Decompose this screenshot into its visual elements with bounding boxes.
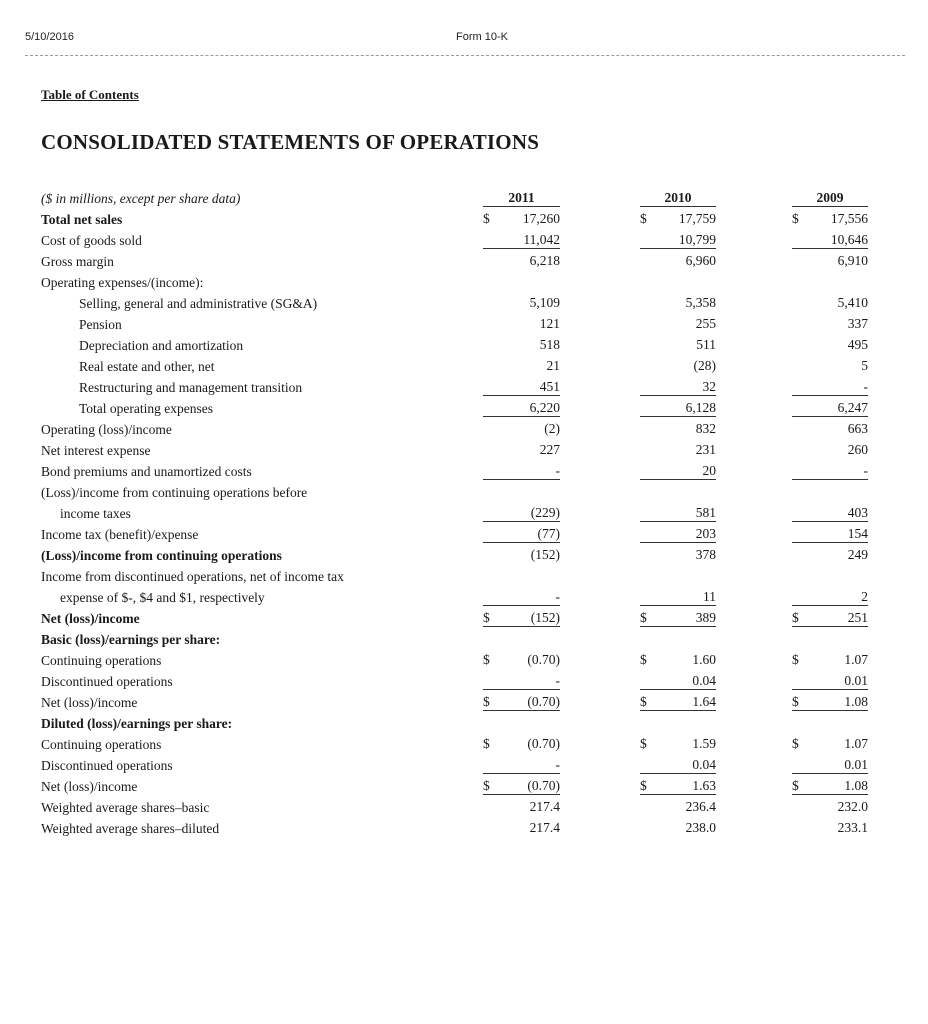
table-row — [0, 440, 928, 461]
table-row — [0, 503, 928, 524]
cell-value: 6,960 — [685, 253, 716, 268]
cell-value: 11,042 — [523, 232, 560, 247]
table-row — [0, 230, 928, 251]
currency-symbol: $ — [483, 778, 490, 793]
table-row — [0, 209, 928, 230]
row-label: Weighted average shares–basic — [41, 800, 210, 815]
value-cell-2010 — [640, 251, 716, 270]
value-cell-2010 — [640, 755, 716, 774]
cell-value: (77) — [537, 526, 560, 541]
value-cell-2011 — [483, 692, 560, 711]
currency-symbol: $ — [792, 211, 799, 226]
row-label: income taxes — [60, 506, 131, 521]
row-label: (Loss)/income from continuing operations before — [41, 485, 308, 500]
value-cell-2009 — [792, 461, 868, 480]
table-row — [0, 797, 928, 818]
cell-value: 0.01 — [844, 757, 868, 772]
cell-value: 6,218 — [529, 253, 560, 268]
row-label: Total net sales — [41, 212, 123, 227]
row-label: Weighted average shares–diluted — [41, 821, 220, 836]
table-row — [0, 587, 928, 608]
cell-value: 5,109 — [529, 295, 560, 310]
cell-value: (0.70) — [527, 652, 560, 667]
value-cell-2009 — [792, 356, 868, 375]
value-cell-2011 — [483, 524, 560, 543]
cell-value: (0.70) — [527, 778, 560, 793]
currency-symbol: $ — [483, 736, 490, 751]
table-row — [0, 461, 928, 482]
value-cell-2010 — [640, 545, 716, 564]
currency-symbol: $ — [640, 652, 647, 667]
cell-value: 260 — [847, 442, 868, 457]
year-header: 2009 — [816, 190, 844, 205]
cell-value: 0.01 — [844, 673, 868, 688]
row-label: Real estate and other, net — [79, 359, 215, 374]
cell-value: 217.4 — [529, 820, 560, 835]
cell-value: 154 — [847, 526, 868, 541]
row-label: Diluted (loss)/earnings per share: — [41, 716, 233, 731]
table-row — [0, 545, 928, 566]
value-cell-2011 — [483, 545, 560, 564]
cell-value: 832 — [695, 421, 716, 436]
table-row — [0, 671, 928, 692]
value-cell-2011 — [483, 503, 560, 522]
value-cell-2010 — [640, 314, 716, 333]
page-header-date: 5/10/2016 — [25, 31, 74, 43]
currency-symbol: $ — [640, 610, 647, 625]
row-label: Net (loss)/income — [41, 695, 138, 710]
table-row — [0, 377, 928, 398]
cell-value: - — [555, 757, 560, 772]
currency-symbol: $ — [792, 652, 799, 667]
cell-value: 1.63 — [692, 778, 716, 793]
cell-value: 21 — [546, 358, 560, 373]
value-cell-2009 — [792, 650, 868, 669]
value-cell-2011 — [483, 734, 560, 753]
row-label: Restructuring and management transition — [79, 380, 303, 395]
value-cell-2010 — [640, 587, 716, 606]
value-cell-2011 — [483, 797, 560, 816]
cell-value: 255 — [695, 316, 716, 331]
value-cell-2010 — [640, 671, 716, 690]
table-row — [0, 482, 928, 503]
cell-value: 5 — [861, 358, 868, 373]
value-cell-2010 — [640, 797, 716, 816]
value-cell-2009 — [792, 377, 868, 396]
cell-value: - — [555, 463, 560, 478]
table-row — [0, 356, 928, 377]
value-cell-2009 — [792, 209, 868, 228]
table-row — [0, 713, 928, 734]
cell-value: 495 — [847, 337, 868, 352]
cell-value: 518 — [539, 337, 560, 352]
value-cell-2009 — [792, 734, 868, 753]
cell-value: 1.59 — [692, 736, 716, 751]
row-label: Total operating expenses — [79, 401, 214, 416]
cell-value: 1.60 — [692, 652, 716, 667]
cell-value: 17,759 — [678, 211, 716, 226]
row-label: Basic (loss)/earnings per share: — [41, 632, 221, 647]
row-label: Continuing operations — [41, 653, 162, 668]
value-cell-2009 — [792, 293, 868, 312]
value-cell-2009 — [792, 755, 868, 774]
cell-value: 238.0 — [685, 820, 716, 835]
value-cell-2009 — [792, 503, 868, 522]
row-label: Income from discontinued operations, net of income tax — [41, 569, 344, 584]
cell-value: 1.08 — [844, 778, 868, 793]
row-label: Cost of goods sold — [41, 233, 142, 248]
cell-value: 251 — [847, 610, 868, 625]
cell-value: 451 — [539, 379, 560, 394]
row-label: Operating expenses/(income): — [41, 275, 204, 290]
value-cell-2010 — [640, 440, 716, 459]
row-label: Depreciation and amortization — [79, 338, 244, 353]
value-cell-2009 — [792, 524, 868, 543]
value-cell-2010 — [640, 818, 716, 837]
value-cell-2010 — [640, 650, 716, 669]
value-cell-2009 — [792, 440, 868, 459]
cell-value: 2 — [861, 589, 868, 604]
row-label: Discontinued operations — [41, 674, 173, 689]
value-cell-2010 — [640, 776, 716, 795]
value-cell-2010 — [640, 188, 716, 207]
value-cell-2010 — [640, 734, 716, 753]
value-cell-2011 — [483, 251, 560, 270]
cell-value: - — [555, 589, 560, 604]
table-row — [0, 524, 928, 545]
value-cell-2010 — [640, 230, 716, 249]
cell-value: 32 — [702, 379, 716, 394]
value-cell-2010 — [640, 335, 716, 354]
cell-value: 6,910 — [837, 253, 868, 268]
value-cell-2011 — [483, 335, 560, 354]
cell-value: 663 — [847, 421, 868, 436]
cell-value: 5,410 — [837, 295, 868, 310]
cell-value: (152) — [530, 547, 560, 562]
currency-symbol: $ — [483, 652, 490, 667]
row-label: (Loss)/income from continuing operations — [41, 548, 282, 563]
table-row — [0, 398, 928, 419]
currency-symbol: $ — [640, 694, 647, 709]
cell-value: (28) — [693, 358, 716, 373]
currency-symbol: $ — [792, 694, 799, 709]
cell-value: (0.70) — [527, 694, 560, 709]
cell-value: 236.4 — [685, 799, 716, 814]
table-row — [0, 272, 928, 293]
page-header-form: Form 10-K — [456, 31, 508, 43]
table-row — [0, 188, 928, 209]
table-row — [0, 335, 928, 356]
cell-value: 121 — [539, 316, 560, 331]
row-label: Income tax (benefit)/expense — [41, 527, 199, 542]
cell-value: 1.08 — [844, 694, 868, 709]
year-header: 2010 — [664, 190, 692, 205]
currency-symbol: $ — [792, 610, 799, 625]
cell-value: (152) — [530, 610, 560, 625]
cell-value: 337 — [847, 316, 868, 331]
row-label: Continuing operations — [41, 737, 162, 752]
row-label: ($ in millions, except per share data) — [41, 191, 241, 206]
table-row — [0, 608, 928, 629]
cell-value: 227 — [539, 442, 560, 457]
currency-symbol: $ — [640, 211, 647, 226]
row-label: expense of $-, $4 and $1, respectively — [60, 590, 265, 605]
cell-value: 6,220 — [529, 400, 560, 415]
value-cell-2010 — [640, 503, 716, 522]
value-cell-2009 — [792, 776, 868, 795]
value-cell-2009 — [792, 692, 868, 711]
table-row — [0, 734, 928, 755]
currency-symbol: $ — [640, 736, 647, 751]
table-row — [0, 629, 928, 650]
cell-value: 10,799 — [678, 232, 716, 247]
row-label: Net (loss)/income — [41, 611, 140, 626]
cell-value: (0.70) — [527, 736, 560, 751]
value-cell-2010 — [640, 209, 716, 228]
cell-value: 5,358 — [685, 295, 716, 310]
cell-value: 581 — [695, 505, 716, 520]
cell-value: 0.04 — [692, 757, 716, 772]
value-cell-2011 — [483, 293, 560, 312]
cell-value: 389 — [695, 610, 716, 625]
value-cell-2010 — [640, 461, 716, 480]
currency-symbol: $ — [483, 211, 490, 226]
value-cell-2010 — [640, 377, 716, 396]
currency-symbol: $ — [483, 610, 490, 625]
cell-value: - — [555, 673, 560, 688]
header-divider — [25, 55, 905, 56]
value-cell-2011 — [483, 671, 560, 690]
cell-value: 233.1 — [837, 820, 868, 835]
cell-value: 1.07 — [844, 652, 868, 667]
value-cell-2009 — [792, 251, 868, 270]
cell-value: 232.0 — [837, 799, 868, 814]
row-label: Bond premiums and unamortized costs — [41, 464, 252, 479]
value-cell-2011 — [483, 461, 560, 480]
value-cell-2011 — [483, 314, 560, 333]
value-cell-2010 — [640, 356, 716, 375]
value-cell-2009 — [792, 818, 868, 837]
value-cell-2010 — [640, 608, 716, 627]
table-row — [0, 818, 928, 839]
table-row — [0, 650, 928, 671]
currency-symbol: $ — [640, 778, 647, 793]
value-cell-2011 — [483, 398, 560, 417]
cell-value: 11 — [703, 589, 716, 604]
row-label: Net (loss)/income — [41, 779, 138, 794]
row-label: Selling, general and administrative (SG&A) — [79, 296, 318, 311]
value-cell-2011 — [483, 650, 560, 669]
row-label: Operating (loss)/income — [41, 422, 172, 437]
cell-value: 249 — [847, 547, 868, 562]
value-cell-2011 — [483, 419, 560, 438]
table-row — [0, 314, 928, 335]
year-header: 2011 — [508, 190, 535, 205]
table-row — [0, 776, 928, 797]
cell-value: 511 — [696, 337, 716, 352]
cell-value: 378 — [695, 547, 716, 562]
value-cell-2011 — [483, 356, 560, 375]
value-cell-2010 — [640, 692, 716, 711]
table-row — [0, 566, 928, 587]
cell-value: (2) — [544, 421, 560, 436]
value-cell-2011 — [483, 818, 560, 837]
value-cell-2011 — [483, 230, 560, 249]
value-cell-2009 — [792, 230, 868, 249]
value-cell-2010 — [640, 524, 716, 543]
table-row — [0, 251, 928, 272]
cell-value: 403 — [847, 505, 868, 520]
value-cell-2011 — [483, 377, 560, 396]
table-row — [0, 692, 928, 713]
table-row — [0, 419, 928, 440]
row-label: Net interest expense — [41, 443, 151, 458]
value-cell-2011 — [483, 440, 560, 459]
value-cell-2009 — [792, 188, 868, 207]
cell-value: 6,128 — [685, 400, 716, 415]
cell-value: 17,260 — [522, 211, 560, 226]
value-cell-2009 — [792, 419, 868, 438]
value-cell-2011 — [483, 755, 560, 774]
currency-symbol: $ — [792, 736, 799, 751]
cell-value: (229) — [530, 505, 560, 520]
value-cell-2009 — [792, 314, 868, 333]
cell-value: 231 — [695, 442, 716, 457]
value-cell-2011 — [483, 188, 560, 207]
value-cell-2009 — [792, 671, 868, 690]
value-cell-2010 — [640, 398, 716, 417]
cell-value: 0.04 — [692, 673, 716, 688]
cell-value: 1.64 — [692, 694, 716, 709]
table-of-contents-link[interactable]: Table of Contents — [41, 87, 139, 102]
table-row — [0, 293, 928, 314]
cell-value: 217.4 — [529, 799, 560, 814]
value-cell-2011 — [483, 587, 560, 606]
cell-value: 17,556 — [830, 211, 868, 226]
value-cell-2009 — [792, 398, 868, 417]
cell-value: 6,247 — [837, 400, 868, 415]
cell-value: - — [863, 379, 868, 394]
value-cell-2009 — [792, 587, 868, 606]
cell-value: 1.07 — [844, 736, 868, 751]
value-cell-2010 — [640, 293, 716, 312]
cell-value: 10,646 — [830, 232, 868, 247]
value-cell-2011 — [483, 776, 560, 795]
value-cell-2011 — [483, 209, 560, 228]
value-cell-2009 — [792, 608, 868, 627]
currency-symbol: $ — [792, 778, 799, 793]
currency-symbol: $ — [483, 694, 490, 709]
value-cell-2009 — [792, 545, 868, 564]
value-cell-2011 — [483, 608, 560, 627]
value-cell-2010 — [640, 419, 716, 438]
cell-value: 203 — [695, 526, 716, 541]
statement-title: CONSOLIDATED STATEMENTS OF OPERATIONS — [41, 130, 540, 154]
table-row — [0, 755, 928, 776]
row-label: Gross margin — [41, 254, 114, 269]
cell-value: 20 — [702, 463, 716, 478]
row-label: Discontinued operations — [41, 758, 173, 773]
cell-value: - — [863, 463, 868, 478]
row-label: Pension — [79, 317, 122, 332]
value-cell-2009 — [792, 797, 868, 816]
value-cell-2009 — [792, 335, 868, 354]
